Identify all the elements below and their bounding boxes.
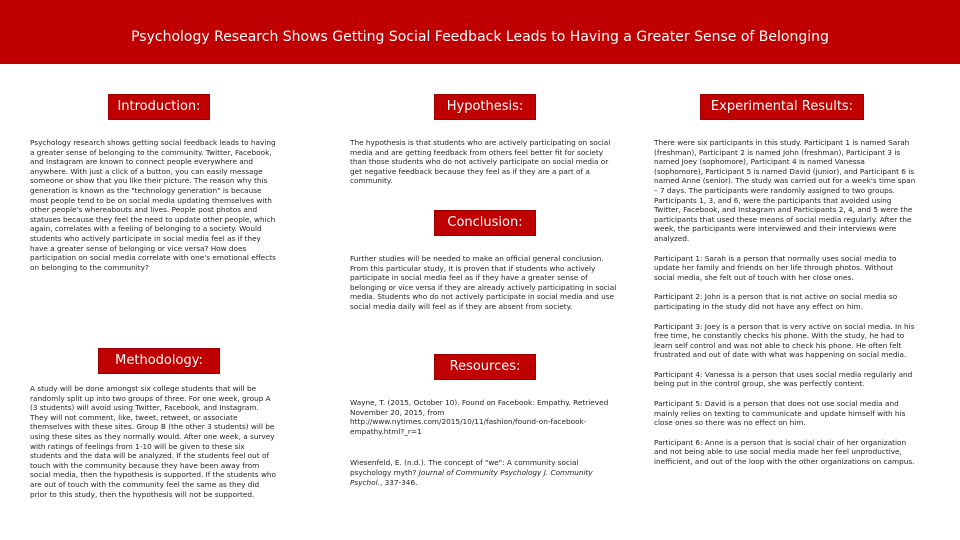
methodology-text: A study will be done amongst six college students that will be randomly split up into two groups of three. For one week, group A (3 students) will avoid using Twitter, Facebook, and Instagram. They will not comment, like, tweet, retweet, or associate themselves with these sites. Group B (the other 3 students) will be using these sites as they normally would. After one week, a survey with ratings of feelings from 1-10 will be given to these six students and the data will be analyzed. If the students feel out of touch with the community because they have been away from social media, then the hypothesis is supported. If the students who are out of touch with the community feel the same as they did prior to this study, then the hypothesis will not be supported.: [30, 384, 276, 499]
results-paragraph: There were six participants in this study. Participant 1 is named Sarah (freshman), Participant 2 is named John (freshman), Participant 3 is named Joey (sophomore), Participant 4 is named Vanessa (sophomore), Participant 5 is named David (junior), and Participant 6 is named Anne (senior). The study was carried out for a week's time span – 7 days. The participants were randomly assigned to two groups. Participants 1, 3, and 6, were the participants that avoided using Twitter, Facebook, and Instagram and Participants 2, 4, and 5 were the participants that used these means of social media regularly. After the week, the participants were interviewed and their interviews were analyzed.: [654, 138, 916, 243]
reference-2: [350, 458, 618, 487]
conclusion-heading: Conclusion:: [434, 210, 536, 236]
results-text: [654, 138, 916, 477]
poster-title: Psychology Research Shows Getting Social Feedback Leads to Having a Greater Sense of Belonging: [131, 29, 829, 45]
hypothesis-text: The hypothesis is that students who are actively participating on social media and are getting feedback from others feel better fit for society than those students who do not actively participate on social media or get negative feedback because they feel as if they are a part of a community.: [350, 138, 611, 186]
conclusion-text: Further studies will be needed to make an official general conclusion. From this particular study, it is proven that if students who actively participate in social media feel as if they have a greater sense of belonging or vice versa if they are already actively participating in social media. Students who do not actively participate in social media and use social media daily will feel as if they are absent from society.: [350, 254, 617, 311]
reference-1: Wayne, T. (2015, October 10). Found on Facebook: Empathy. Retrieved November 20, 2015, from http://www.nytimes.com/2015/10/11/fashion/found-on-facebook-empathy.html?_r=1: [350, 398, 609, 436]
reference-2-pages: , 337-346.: [379, 477, 418, 487]
reference-2-text: Wiesenfeld, E. (n.d.). The concept of "we": A community social psychology myth?: [350, 458, 579, 477]
introduction-text: Psychology research shows getting social feedback leads to having a greater sense of belonging to the community. Twitter, Facebook, and Instagram are known to connect people everywhere and anywhere. With just a click of a button, you can easily message someone or show that you like their picture. The reason why this generation is known as the "technology generation" is because most people tend to be on social media updating themselves with other people's whereabouts and lives. People post photos and statuses because they feel the need to update other people, which again, correlates with a feeling of belonging to a society. Would students who actively participate in social media feel as if they have a greater sense of belonging or vice versa? How does participation on social media correlate with one's emotional effects on belonging to the community?: [30, 138, 276, 272]
resources-list: [350, 398, 618, 487]
reference-2-journal: Journal of Community Psychology J. Community Psychol.: [350, 467, 593, 487]
title-banner: [0, 0, 960, 64]
results-paragraph: Participant 6: Anne is a person that is social chair of her organization and not being able to use social media made her feel unproductive, inefficient, and out of the loop with the other organizations on campus.: [654, 437, 915, 467]
methodology-heading: Methodology:: [98, 348, 220, 374]
introduction-heading: Introduction:: [108, 94, 210, 120]
results-paragraph: Participant 5: David is a person that does not use social media and mainly relies on texting to communicate and update himself with his close ones so there was no effect on him.: [654, 399, 906, 428]
results-paragraph: Participant 1: Sarah is a person that normally uses social media to update her family and friends on her life through photos. Without social media, she felt out of touch with her close ones.: [654, 253, 897, 282]
resources-heading: Resources:: [434, 354, 536, 380]
results-paragraph: Participant 2: John is a person that is not active on social media so participating in the study did not have any effect on him.: [654, 292, 898, 311]
hypothesis-heading: Hypothesis:: [434, 94, 536, 120]
results-paragraph: Participant 4: Vanessa is a person that uses social media regularly and being put in the control group, she was perfectly content.: [654, 369, 913, 389]
results-heading: Experimental Results:: [700, 94, 864, 120]
results-paragraph: Participant 3: Joey is a person that is very active on social media. In his free time, he constantly checks his phone. With the study, he had to learn self control and was not able to check his phone. He often felt frustrated and out of date with what was happening on social media.: [654, 321, 915, 360]
